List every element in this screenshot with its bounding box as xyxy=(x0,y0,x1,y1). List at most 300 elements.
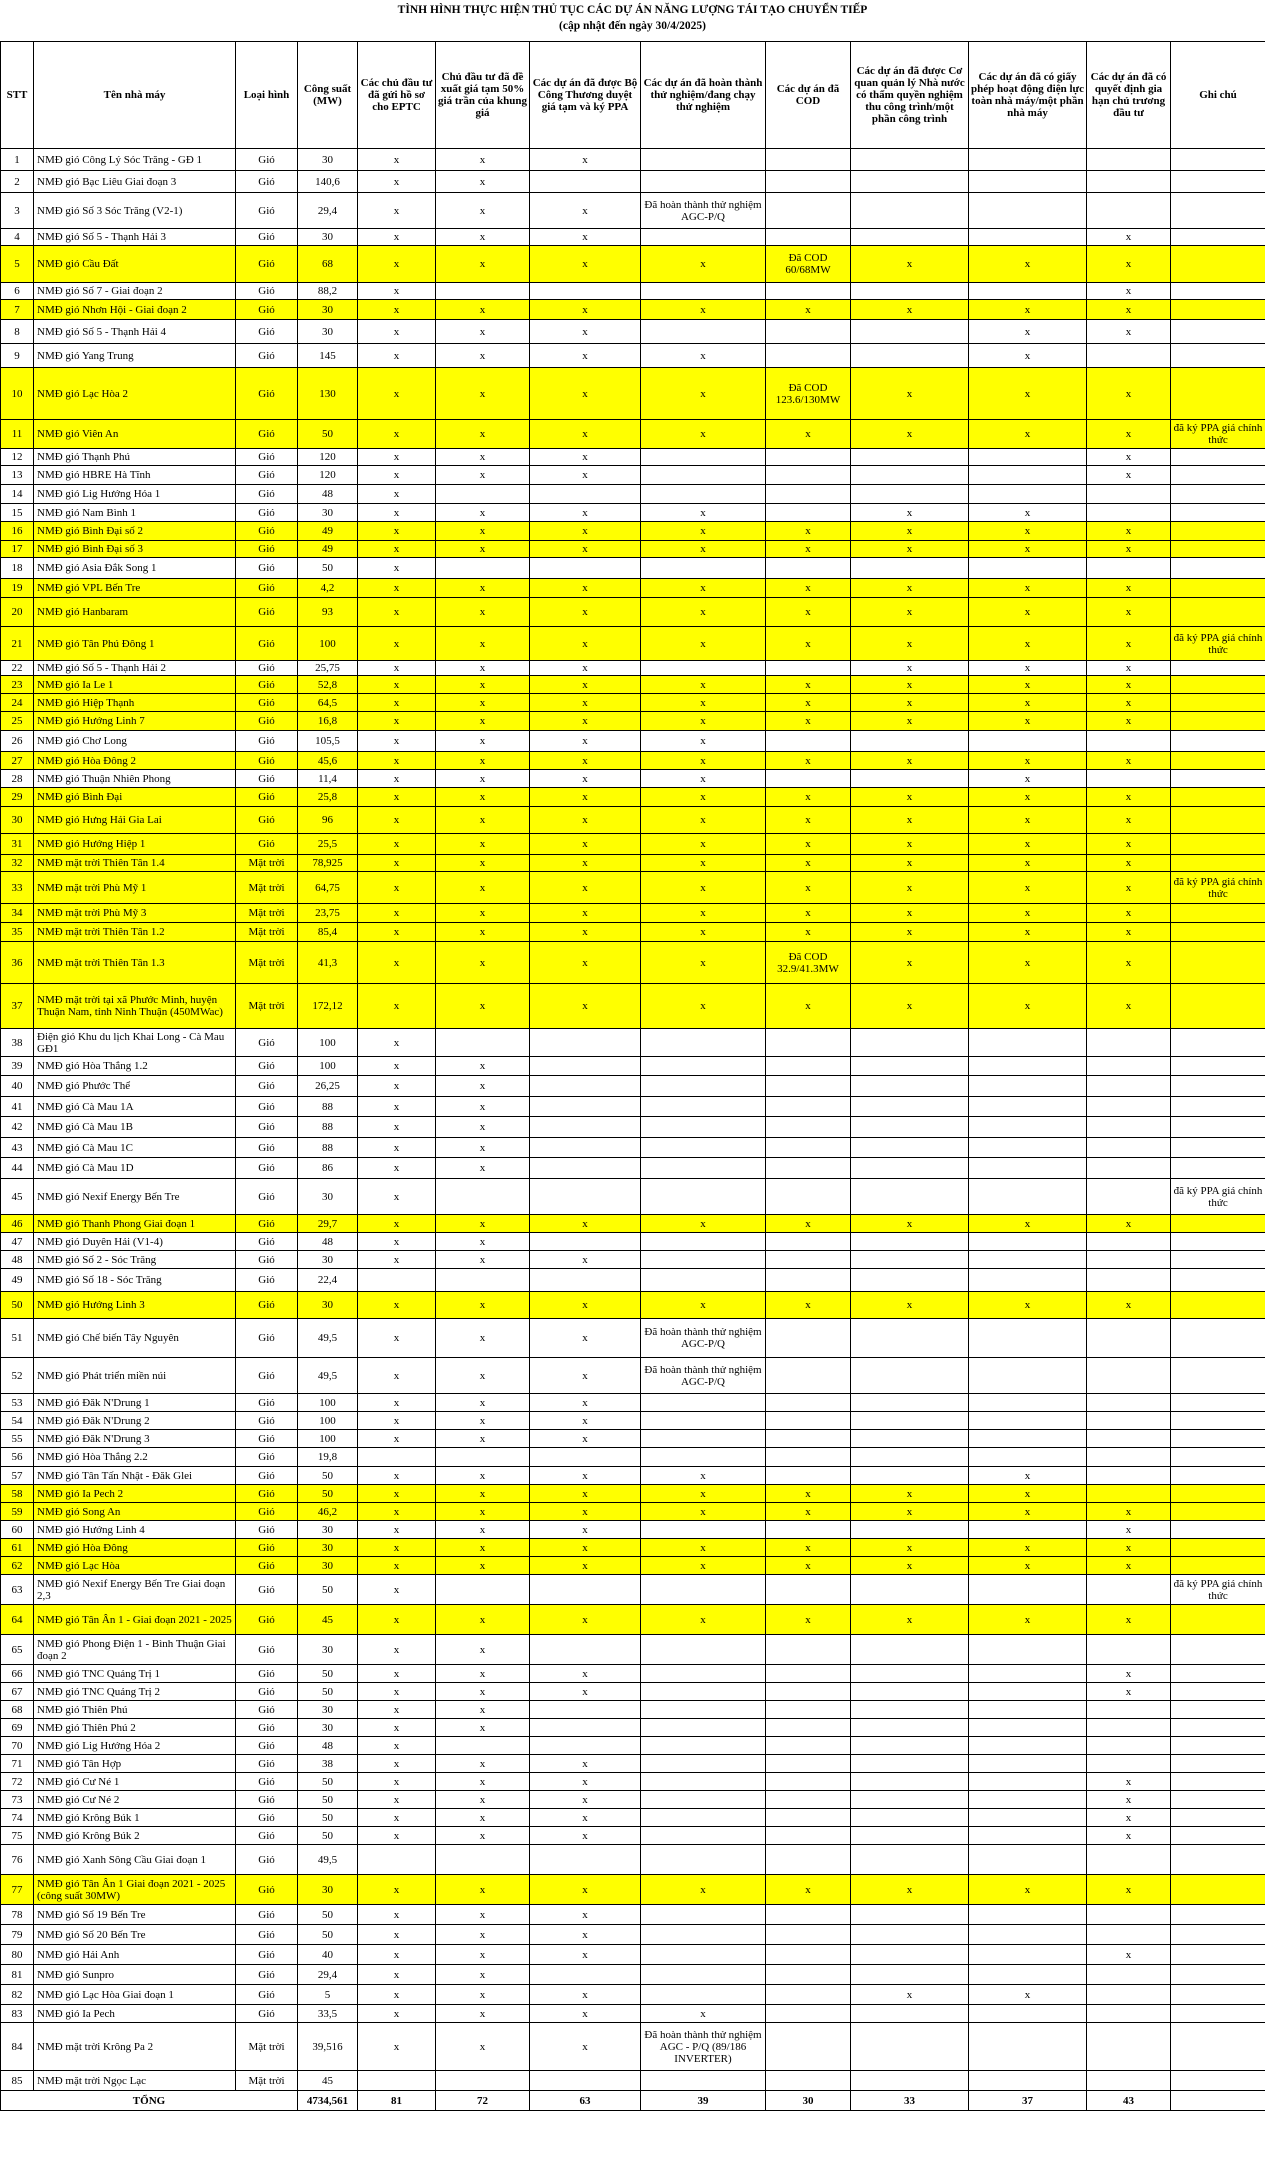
cell-sent-eptc: x xyxy=(358,627,436,661)
cell-plant-name: NMĐ gió Sunpro xyxy=(34,1965,236,1985)
cell-note xyxy=(1171,1719,1265,1737)
cell-cod xyxy=(766,1269,851,1292)
cell-proposed-price xyxy=(436,1845,530,1875)
cell-approved-ppa: x xyxy=(530,344,641,368)
cell-approved-ppa: x xyxy=(530,855,641,872)
table-row xyxy=(1,541,1265,558)
cell-sent-eptc: x xyxy=(358,661,436,676)
cell-license xyxy=(969,731,1087,752)
cell-stt: 83 xyxy=(1,2005,34,2023)
cell-proposed-price: x xyxy=(436,420,530,449)
cell-plant-name: NMĐ mặt trời Phù Mỹ 3 xyxy=(34,904,236,923)
total-count-license: 37 xyxy=(969,2091,1087,2111)
cell-acceptance xyxy=(851,1755,969,1773)
cell-proposed-price: x xyxy=(436,1605,530,1635)
cell-license xyxy=(969,1412,1087,1430)
cell-capacity: 64,5 xyxy=(298,694,358,712)
cell-acceptance xyxy=(851,2005,969,2023)
cell-type: Gió xyxy=(236,712,298,731)
table-row xyxy=(1,1057,1265,1076)
cell-extension xyxy=(1087,1430,1171,1448)
cell-testing: Đã hoàn thành thử nghiệm AGC-P/Q xyxy=(641,193,766,229)
cell-approved-ppa: x xyxy=(530,320,641,344)
cell-approved-ppa: x xyxy=(530,712,641,731)
cell-testing: x xyxy=(641,676,766,694)
cell-acceptance xyxy=(851,2023,969,2071)
table-row xyxy=(1,1179,1265,1215)
cell-acceptance xyxy=(851,320,969,344)
cell-proposed-price xyxy=(436,558,530,579)
cell-cod: Đã COD 32.9/41.3MW xyxy=(766,942,851,984)
cell-proposed-price: x xyxy=(436,1985,530,2005)
cell-type: Gió xyxy=(236,504,298,522)
cell-stt: 9 xyxy=(1,344,34,368)
table-row xyxy=(1,344,1265,368)
cell-approved-ppa: x xyxy=(530,300,641,320)
cell-cod: x xyxy=(766,300,851,320)
cell-license xyxy=(969,1358,1087,1394)
cell-cod: x xyxy=(766,1875,851,1905)
cell-proposed-price: x xyxy=(436,171,530,193)
cell-approved-ppa: x xyxy=(530,872,641,904)
cell-sent-eptc: x xyxy=(358,1773,436,1791)
cell-plant-name: NMĐ gió Lạc Hòa 2 xyxy=(34,368,236,420)
cell-acceptance xyxy=(851,1845,969,1875)
cell-note xyxy=(1171,1845,1265,1875)
cell-capacity: 49 xyxy=(298,541,358,558)
cell-acceptance xyxy=(851,1521,969,1539)
cell-stt: 12 xyxy=(1,449,34,466)
cell-sent-eptc: x xyxy=(358,1233,436,1251)
cell-extension: x xyxy=(1087,712,1171,731)
cell-extension: x xyxy=(1087,420,1171,449)
cell-cod xyxy=(766,344,851,368)
cell-sent-eptc: x xyxy=(358,1179,436,1215)
cell-extension: x xyxy=(1087,466,1171,485)
cell-capacity: 50 xyxy=(298,1485,358,1503)
document-title xyxy=(0,2,1265,34)
cell-testing xyxy=(641,1158,766,1179)
cell-sent-eptc: x xyxy=(358,320,436,344)
cell-note xyxy=(1171,1117,1265,1138)
cell-capacity: 140,6 xyxy=(298,171,358,193)
cell-acceptance xyxy=(851,466,969,485)
cell-plant-name: NMĐ mặt trời Thiên Tân 1.4 xyxy=(34,855,236,872)
cell-proposed-price: x xyxy=(436,1394,530,1412)
table-row xyxy=(1,1448,1265,1467)
cell-cod xyxy=(766,1358,851,1394)
cell-plant-name: NMĐ gió Hòa Đông xyxy=(34,1539,236,1557)
cell-acceptance: x xyxy=(851,807,969,834)
cell-license: x xyxy=(969,923,1087,942)
cell-approved-ppa: x xyxy=(530,1539,641,1557)
cell-stt: 59 xyxy=(1,1503,34,1521)
cell-capacity: 48 xyxy=(298,1737,358,1755)
cell-cod xyxy=(766,1319,851,1358)
cell-capacity: 38 xyxy=(298,1755,358,1773)
cell-acceptance: x xyxy=(851,504,969,522)
cell-extension: x xyxy=(1087,1215,1171,1233)
cell-approved-ppa: x xyxy=(530,1755,641,1773)
cell-proposed-price xyxy=(436,2071,530,2091)
cell-testing: x xyxy=(641,522,766,541)
cell-proposed-price: x xyxy=(436,1503,530,1521)
cell-type: Gió xyxy=(236,1319,298,1358)
cell-plant-name: NMĐ gió Chế biến Tây Nguyên xyxy=(34,1319,236,1358)
cell-sent-eptc: x xyxy=(358,855,436,872)
cell-license: x xyxy=(969,541,1087,558)
table-row xyxy=(1,598,1265,627)
cell-testing xyxy=(641,1809,766,1827)
cell-capacity: 45 xyxy=(298,2071,358,2091)
cell-license: x xyxy=(969,807,1087,834)
cell-acceptance xyxy=(851,1358,969,1394)
cell-testing xyxy=(641,1665,766,1683)
cell-extension xyxy=(1087,1097,1171,1117)
cell-capacity: 30 xyxy=(298,229,358,246)
cell-license xyxy=(969,1737,1087,1755)
cell-note xyxy=(1171,193,1265,229)
cell-license xyxy=(969,1905,1087,1925)
cell-plant-name: NMĐ gió Bình Đại số 2 xyxy=(34,522,236,541)
cell-sent-eptc: x xyxy=(358,1737,436,1755)
cell-sent-eptc: x xyxy=(358,1251,436,1269)
cell-stt: 1 xyxy=(1,149,34,171)
cell-sent-eptc: x xyxy=(358,834,436,855)
cell-note xyxy=(1171,344,1265,368)
cell-plant-name: NMĐ gió Lạc Hòa Giai đoạn 1 xyxy=(34,1985,236,2005)
cell-sent-eptc: x xyxy=(358,541,436,558)
col-header-stt: STT xyxy=(1,42,34,149)
col-header-note: Ghi chú xyxy=(1171,42,1265,149)
cell-stt: 64 xyxy=(1,1605,34,1635)
cell-plant-name: NMĐ mặt trời Ngọc Lạc xyxy=(34,2071,236,2091)
cell-note: đã ký PPA giá chính thức xyxy=(1171,627,1265,661)
cell-approved-ppa: x xyxy=(530,522,641,541)
cell-cod: x xyxy=(766,788,851,807)
cell-proposed-price: x xyxy=(436,2023,530,2071)
cell-sent-eptc: x xyxy=(358,1945,436,1965)
cell-type: Gió xyxy=(236,1539,298,1557)
cell-cod: x xyxy=(766,676,851,694)
cell-note xyxy=(1171,1791,1265,1809)
cell-sent-eptc: x xyxy=(358,1809,436,1827)
cell-approved-ppa: x xyxy=(530,731,641,752)
cell-testing: x xyxy=(641,694,766,712)
cell-testing xyxy=(641,283,766,300)
cell-testing xyxy=(641,1965,766,1985)
cell-testing: x xyxy=(641,246,766,283)
cell-plant-name: NMĐ mặt trời Phù Mỹ 1 xyxy=(34,872,236,904)
cell-proposed-price: x xyxy=(436,1117,530,1138)
cell-type: Mặt trời xyxy=(236,904,298,923)
cell-note xyxy=(1171,246,1265,283)
cell-stt: 28 xyxy=(1,770,34,788)
cell-capacity: 49,5 xyxy=(298,1319,358,1358)
cell-acceptance: x xyxy=(851,541,969,558)
cell-license xyxy=(969,1845,1087,1875)
cell-capacity: 50 xyxy=(298,1925,358,1945)
cell-acceptance xyxy=(851,1635,969,1665)
cell-plant-name: NMĐ gió Nam Bình 1 xyxy=(34,504,236,522)
cell-license xyxy=(969,1827,1087,1845)
cell-proposed-price: x xyxy=(436,1319,530,1358)
cell-capacity: 40 xyxy=(298,1945,358,1965)
cell-sent-eptc: x xyxy=(358,1485,436,1503)
cell-note xyxy=(1171,1503,1265,1521)
cell-sent-eptc: x xyxy=(358,676,436,694)
cell-cod xyxy=(766,1965,851,1985)
cell-testing: x xyxy=(641,627,766,661)
cell-type: Gió xyxy=(236,1683,298,1701)
cell-extension: x xyxy=(1087,320,1171,344)
cell-acceptance xyxy=(851,1076,969,1097)
cell-extension xyxy=(1087,1076,1171,1097)
cell-extension: x xyxy=(1087,923,1171,942)
cell-plant-name: NMĐ mặt trời tại xã Phước Minh, huyện Thuận Nam, tỉnh Ninh Thuận (450MWac) xyxy=(34,984,236,1029)
cell-license xyxy=(969,149,1087,171)
cell-sent-eptc: x xyxy=(358,449,436,466)
cell-capacity: 30 xyxy=(298,300,358,320)
table-row xyxy=(1,712,1265,731)
cell-type: Gió xyxy=(236,1985,298,2005)
cell-plant-name: NMĐ gió Đăk N'Drung 3 xyxy=(34,1430,236,1448)
cell-cod: x xyxy=(766,1557,851,1575)
cell-plant-name: NMĐ gió Số 2 - Sóc Trăng xyxy=(34,1251,236,1269)
table-row xyxy=(1,1097,1265,1117)
cell-testing xyxy=(641,449,766,466)
cell-testing xyxy=(641,1097,766,1117)
cell-type: Gió xyxy=(236,1635,298,1665)
cell-sent-eptc: x xyxy=(358,1719,436,1737)
cell-acceptance xyxy=(851,1791,969,1809)
cell-stt: 67 xyxy=(1,1683,34,1701)
cell-note xyxy=(1171,1138,1265,1158)
cell-proposed-price: x xyxy=(436,1539,530,1557)
cell-license xyxy=(969,229,1087,246)
cell-acceptance xyxy=(851,1905,969,1925)
cell-license xyxy=(969,1719,1087,1737)
cell-note xyxy=(1171,1467,1265,1485)
cell-acceptance xyxy=(851,1467,969,1485)
cell-license: x xyxy=(969,1539,1087,1557)
cell-extension: x xyxy=(1087,1827,1171,1845)
cell-plant-name: NMĐ gió Asia Đắk Song 1 xyxy=(34,558,236,579)
cell-capacity: 50 xyxy=(298,1905,358,1925)
cell-capacity: 68 xyxy=(298,246,358,283)
cell-approved-ppa: x xyxy=(530,466,641,485)
cell-stt: 56 xyxy=(1,1448,34,1467)
cell-sent-eptc: x xyxy=(358,466,436,485)
cell-approved-ppa: x xyxy=(530,676,641,694)
cell-plant-name: NMĐ gió Hải Anh xyxy=(34,1945,236,1965)
cell-testing: x xyxy=(641,770,766,788)
cell-extension: x xyxy=(1087,1503,1171,1521)
col-header-extension: Các dự án đã có quyết định gia hạn chủ trương đầu tư xyxy=(1087,42,1171,149)
cell-approved-ppa: x xyxy=(530,1215,641,1233)
cell-cod: x xyxy=(766,1539,851,1557)
cell-cod xyxy=(766,1179,851,1215)
cell-sent-eptc: x xyxy=(358,788,436,807)
cell-testing: x xyxy=(641,598,766,627)
cell-note xyxy=(1171,1215,1265,1233)
cell-sent-eptc: x xyxy=(358,1394,436,1412)
cell-capacity: 23,75 xyxy=(298,904,358,923)
cell-capacity: 130 xyxy=(298,368,358,420)
cell-cod: x xyxy=(766,807,851,834)
cell-testing xyxy=(641,1412,766,1430)
cell-sent-eptc: x xyxy=(358,712,436,731)
cell-testing: x xyxy=(641,872,766,904)
cell-stt: 26 xyxy=(1,731,34,752)
cell-note xyxy=(1171,1905,1265,1925)
cell-sent-eptc: x xyxy=(358,1985,436,2005)
cell-capacity: 120 xyxy=(298,449,358,466)
cell-note xyxy=(1171,1358,1265,1394)
cell-license: x xyxy=(969,420,1087,449)
cell-proposed-price: x xyxy=(436,942,530,984)
cell-extension: x xyxy=(1087,283,1171,300)
cell-sent-eptc: x xyxy=(358,522,436,541)
cell-testing xyxy=(641,1233,766,1251)
table-row xyxy=(1,579,1265,598)
cell-approved-ppa: x xyxy=(530,149,641,171)
cell-testing xyxy=(641,1394,766,1412)
table-row xyxy=(1,1985,1265,2005)
cell-stt: 34 xyxy=(1,904,34,923)
cell-type: Gió xyxy=(236,1292,298,1319)
table-row xyxy=(1,1467,1265,1485)
cell-plant-name: NMĐ gió Cà Mau 1C xyxy=(34,1138,236,1158)
cell-plant-name: NMĐ gió Cư Né 2 xyxy=(34,1791,236,1809)
cell-note xyxy=(1171,449,1265,466)
cell-extension xyxy=(1087,1233,1171,1251)
cell-capacity: 64,75 xyxy=(298,872,358,904)
cell-license: x xyxy=(969,1292,1087,1319)
cell-stt: 11 xyxy=(1,420,34,449)
cell-plant-name: NMĐ gió Ia Le 1 xyxy=(34,676,236,694)
cell-cod xyxy=(766,1394,851,1412)
table-row xyxy=(1,149,1265,171)
cell-note xyxy=(1171,522,1265,541)
cell-plant-name: NMĐ gió Thiên Phú 2 xyxy=(34,1719,236,1737)
cell-license xyxy=(969,1665,1087,1683)
table-row xyxy=(1,466,1265,485)
cell-plant-name: NMĐ gió Tân Phú Đông 1 xyxy=(34,627,236,661)
cell-license xyxy=(969,1448,1087,1467)
cell-proposed-price: x xyxy=(436,1665,530,1683)
cell-capacity: 88 xyxy=(298,1117,358,1138)
cell-extension xyxy=(1087,1412,1171,1430)
cell-proposed-price: x xyxy=(436,1809,530,1827)
cell-extension: x xyxy=(1087,904,1171,923)
cell-license xyxy=(969,1521,1087,1539)
table-row xyxy=(1,1233,1265,1251)
cell-plant-name: NMĐ gió Chơ Long xyxy=(34,731,236,752)
cell-cod xyxy=(766,485,851,504)
table-row xyxy=(1,1965,1265,1985)
table-row xyxy=(1,449,1265,466)
table-row xyxy=(1,1701,1265,1719)
cell-note xyxy=(1171,283,1265,300)
cell-extension: x xyxy=(1087,1539,1171,1557)
cell-proposed-price: x xyxy=(436,1683,530,1701)
cell-sent-eptc: x xyxy=(358,1575,436,1605)
cell-plant-name: NMĐ gió Hướng Hiệp 1 xyxy=(34,834,236,855)
cell-type: Gió xyxy=(236,579,298,598)
cell-stt: 15 xyxy=(1,504,34,522)
cell-note xyxy=(1171,807,1265,834)
cell-proposed-price xyxy=(436,283,530,300)
cell-note xyxy=(1171,752,1265,770)
cell-sent-eptc: x xyxy=(358,2023,436,2071)
cell-approved-ppa: x xyxy=(530,1945,641,1965)
cell-note xyxy=(1171,661,1265,676)
cell-capacity: 30 xyxy=(298,1179,358,1215)
cell-cod xyxy=(766,1905,851,1925)
cell-capacity: 30 xyxy=(298,1875,358,1905)
cell-approved-ppa xyxy=(530,1635,641,1665)
cell-capacity: 50 xyxy=(298,558,358,579)
table-row xyxy=(1,834,1265,855)
cell-plant-name: NMĐ gió Bình Đại xyxy=(34,788,236,807)
table-row xyxy=(1,872,1265,904)
cell-cod xyxy=(766,2023,851,2071)
cell-stt: 37 xyxy=(1,984,34,1029)
cell-approved-ppa xyxy=(530,1057,641,1076)
cell-type: Gió xyxy=(236,1138,298,1158)
cell-license xyxy=(969,466,1087,485)
cell-note xyxy=(1171,1827,1265,1845)
cell-capacity: 25,5 xyxy=(298,834,358,855)
cell-stt: 58 xyxy=(1,1485,34,1503)
cell-stt: 63 xyxy=(1,1575,34,1605)
cell-stt: 48 xyxy=(1,1251,34,1269)
cell-note xyxy=(1171,834,1265,855)
cell-proposed-price xyxy=(436,1575,530,1605)
cell-testing xyxy=(641,1905,766,1925)
cell-extension xyxy=(1087,1158,1171,1179)
cell-plant-name: NMĐ gió Viên An xyxy=(34,420,236,449)
title-line-2: (cập nhật đến ngày 30/4/2025) xyxy=(559,20,706,32)
col-header-proposed-price: Chủ đầu tư đã đề xuất giá tạm 50% giá trần của khung giá xyxy=(436,42,530,149)
cell-acceptance xyxy=(851,1827,969,1845)
cell-testing xyxy=(641,1791,766,1809)
cell-acceptance: x xyxy=(851,522,969,541)
cell-sent-eptc xyxy=(358,2071,436,2091)
cell-acceptance: x xyxy=(851,1215,969,1233)
cell-cod: x xyxy=(766,598,851,627)
cell-proposed-price: x xyxy=(436,872,530,904)
cell-license xyxy=(969,1791,1087,1809)
cell-acceptance xyxy=(851,1138,969,1158)
cell-type: Gió xyxy=(236,1358,298,1394)
cell-approved-ppa xyxy=(530,1845,641,1875)
cell-capacity: 30 xyxy=(298,1539,358,1557)
cell-type: Gió xyxy=(236,1179,298,1215)
cell-capacity: 88 xyxy=(298,1138,358,1158)
table-row xyxy=(1,1394,1265,1412)
cell-plant-name: NMĐ gió Xanh Sông Cầu Giai đoạn 1 xyxy=(34,1845,236,1875)
cell-note xyxy=(1171,1557,1265,1575)
cell-type: Gió xyxy=(236,1791,298,1809)
cell-stt: 10 xyxy=(1,368,34,420)
table-row xyxy=(1,229,1265,246)
cell-approved-ppa xyxy=(530,485,641,504)
cell-extension: x xyxy=(1087,855,1171,872)
cell-approved-ppa: x xyxy=(530,1467,641,1485)
cell-stt: 51 xyxy=(1,1319,34,1358)
